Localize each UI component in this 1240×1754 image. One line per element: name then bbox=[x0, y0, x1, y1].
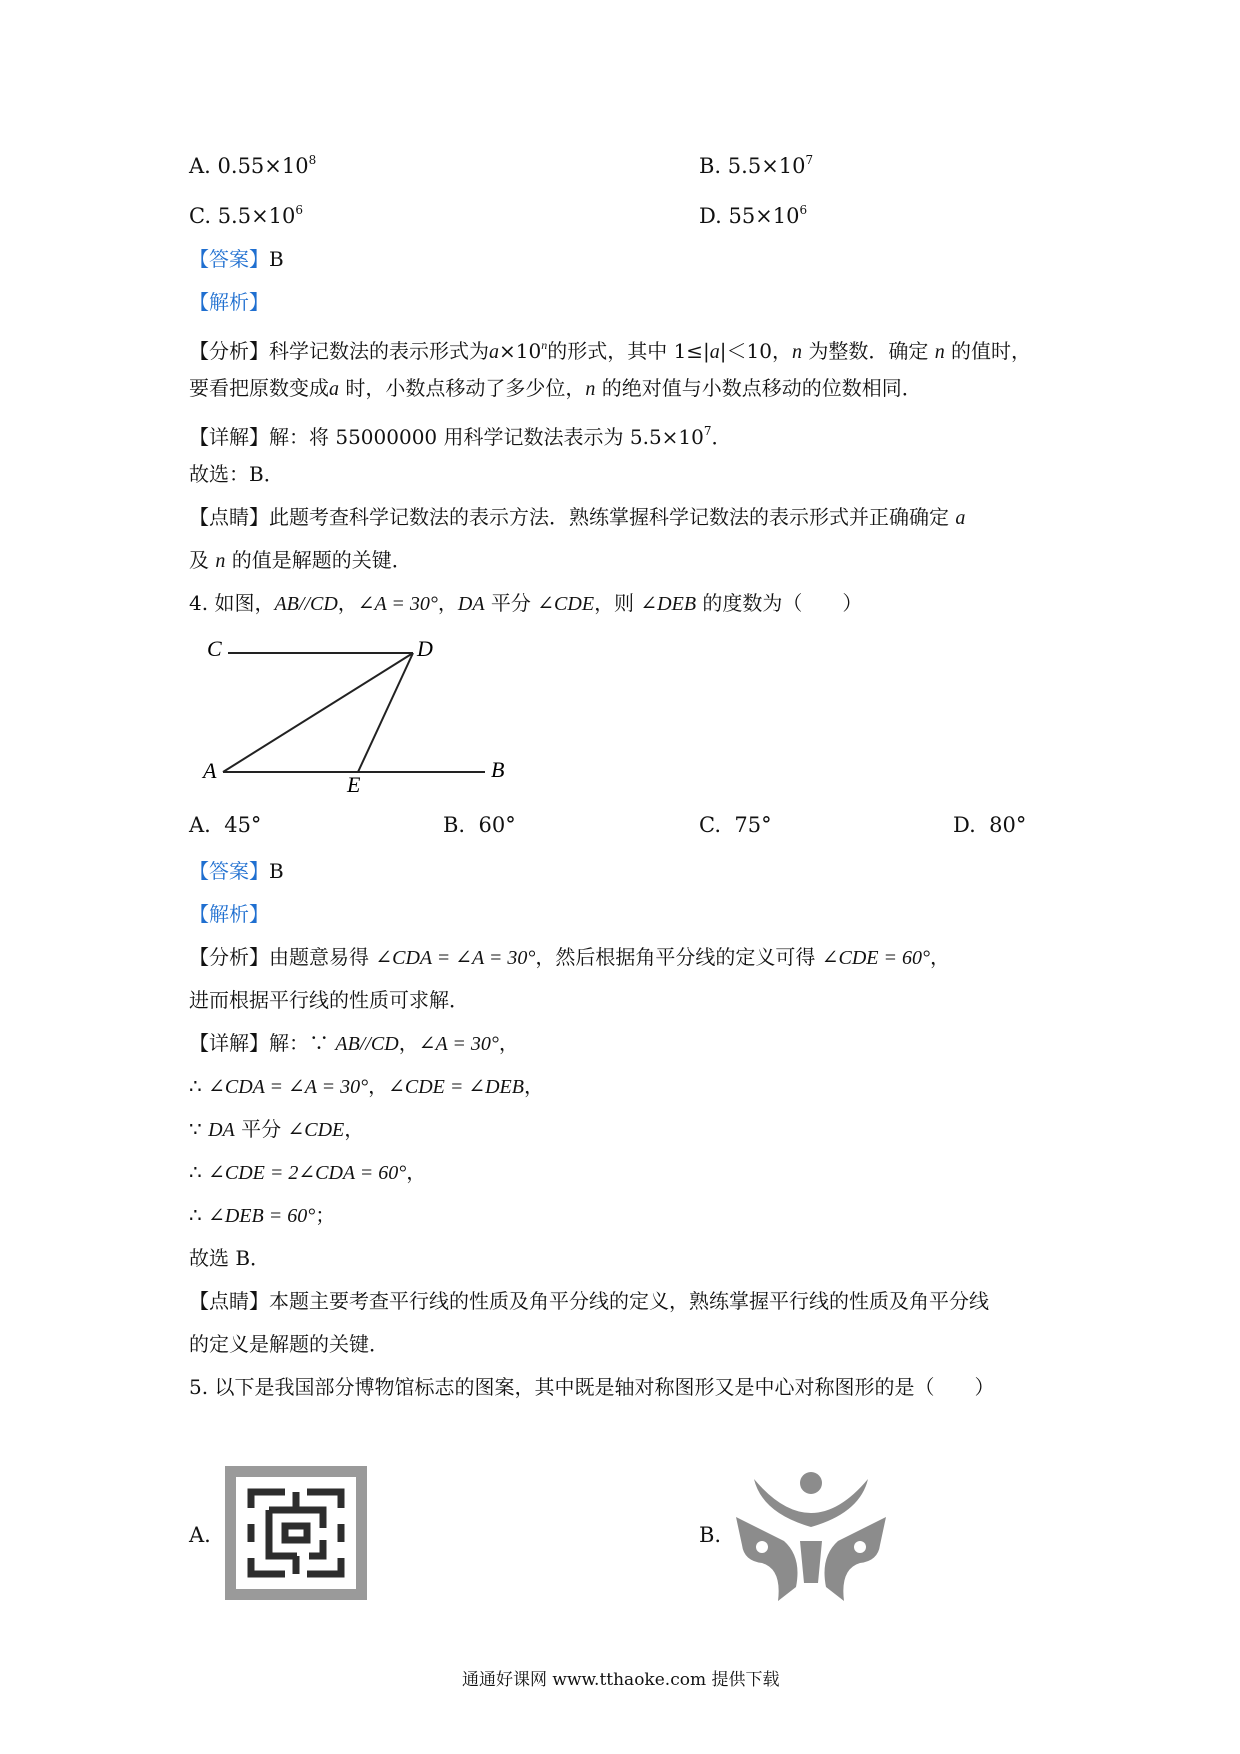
q3-dianjing-line1: 【点睛】此题考查科学记数法的表示方法．熟练掌握科学记数法的表示形式并正确确定 a bbox=[189, 505, 966, 529]
q4-option-a: A. 45° bbox=[189, 813, 262, 837]
answer-label: 【答案】 bbox=[189, 247, 269, 271]
q4-option-b: B. 60° bbox=[443, 813, 516, 837]
logo-b-left-wing bbox=[736, 1517, 798, 1601]
q4-dianjing-line2: 的定义是解题的关键． bbox=[189, 1332, 389, 1356]
q4-step4: ∴ ∠CDE = 2∠CDA = 60°， bbox=[189, 1160, 427, 1184]
q5-option-a-logo bbox=[225, 1466, 367, 1600]
q4-step2: ∴ ∠CDA = ∠A = 30°，∠CDE = ∠DEB， bbox=[189, 1074, 544, 1098]
q4-fenxi-line1: 【分析】由题意易得 ∠CDA = ∠A = 30°，然后根据角平分线的定义可得 ∠CDE = 60°， bbox=[189, 945, 950, 969]
q3-option-a: A. $0.55\times 10^8$ bbox=[189, 153, 317, 178]
q3-fenxi-line2: 要看把原数变成a 时，小数点移动了多少位，n 的绝对值与小数点移动的位数相同． bbox=[189, 376, 922, 400]
footer-source: 通通好课网 www.tthaoke.com 提供下载 bbox=[462, 1670, 780, 1690]
q4-xiangjie-step1: 【详解】解：∵ AB//CD，∠A = 30°， bbox=[189, 1031, 519, 1055]
label-c: C bbox=[207, 636, 222, 661]
q3-option-c: C. $5.5\times 10^6$ bbox=[189, 203, 304, 228]
answer-label: 【答案】 bbox=[189, 859, 269, 883]
q3-choose: 故选：B． bbox=[189, 462, 284, 486]
logo-b-head bbox=[800, 1472, 822, 1494]
q4-step5: ∴ ∠DEB = 60°； bbox=[189, 1203, 336, 1227]
q4-step3: ∵ DA 平分 ∠CDE， bbox=[189, 1117, 365, 1141]
q3-answer: 【答案】B bbox=[189, 247, 284, 271]
q3-dianjing-line2: 及 n 的值是解题的关键． bbox=[189, 548, 412, 572]
q4-answer: 【答案】B bbox=[189, 859, 284, 883]
q4-geometry-figure bbox=[195, 632, 525, 802]
q4-option-d: D. 80° bbox=[953, 813, 1027, 837]
q3-fenxi-line1: 【分析】科学记数法的表示形式为$a\times 10^n$的形式，其中 1≤|a|＜10，n 为整数．确定 n 的值时， bbox=[189, 338, 1032, 363]
q3-analysis-label: 【解析】 bbox=[189, 290, 269, 314]
q5-option-b-label: B. bbox=[699, 1523, 722, 1547]
logo-b-center bbox=[800, 1541, 822, 1583]
logo-b-shape bbox=[736, 1472, 886, 1601]
q5-option-a-label: A. bbox=[189, 1523, 211, 1547]
label-b: B bbox=[491, 757, 505, 782]
label-e: E bbox=[347, 772, 361, 797]
q4-choose: 故选 B． bbox=[189, 1246, 271, 1270]
q3-option-d: D. $55\times 10^6$ bbox=[699, 203, 808, 228]
q4-analysis-label: 【解析】 bbox=[189, 902, 269, 926]
q3-option-b: B. $5.5\times 10^7$ bbox=[699, 153, 814, 178]
label-a: A bbox=[203, 758, 217, 783]
q4-dianjing-line1: 【点睛】本题主要考查平行线的性质及角平分线的定义，熟练掌握平行线的性质及角平分线 bbox=[189, 1289, 989, 1313]
q4-fenxi-line2: 进而根据平行线的性质可求解． bbox=[189, 988, 469, 1012]
q5-option-b-logo bbox=[732, 1465, 890, 1603]
label-d: D bbox=[417, 636, 433, 661]
q4-option-c: C. 75° bbox=[699, 813, 772, 837]
q5-stem: 5. 以下是我国部分博物馆标志的图案，其中既是轴对称图形又是中心对称图形的是（ ） bbox=[189, 1375, 995, 1399]
logo-b-right-wing bbox=[825, 1517, 887, 1601]
q4-stem: 4. 如图，AB//CD，∠A = 30°，DA 平分 ∠CDE，则 ∠DEB 的度数为（ ） bbox=[189, 591, 863, 615]
q3-xiangjie: 【详解】解：将 55000000 用科学记数法表示为 $5.5\times 10^7$． bbox=[189, 424, 732, 449]
